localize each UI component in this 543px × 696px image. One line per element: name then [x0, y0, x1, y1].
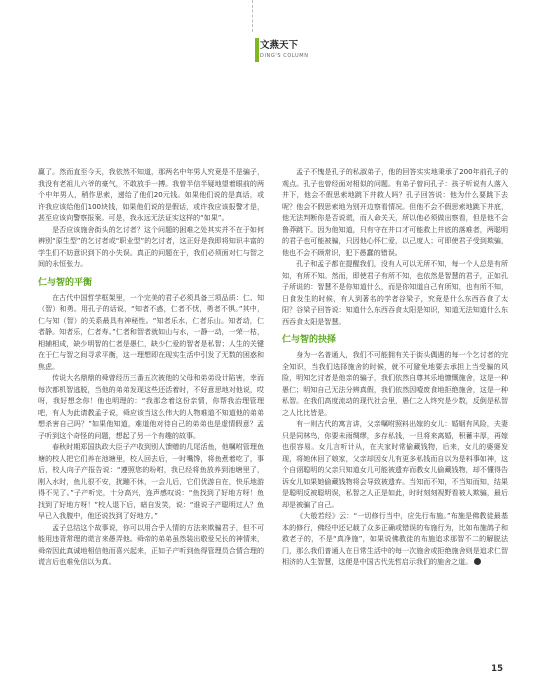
- paragraph: 是否应该施舍街头的乞讨者？这个问题的困难之处其实并不在于如何辨别“原生型”的乞讨者或“职业型”的乞讨者，这正好是我即将知识丰富的学生们不妨意识到下的小失误。真正的问题在于，我们必须面对仁与智之间的永恒张力。: [38, 224, 265, 268]
- column-header: [260, 40, 309, 60]
- column-accent-bar: [255, 38, 259, 62]
- end-mark-icon: [474, 558, 481, 565]
- right-column: [282, 166, 508, 568]
- section-heading: 仁与智的抉择: [282, 335, 337, 345]
- paragraph: 赢了。然而直至今天，我依然不知道，那两名中年男人究竟是不是骗子，我没有老祖儿六爷的豪气，不敢放手一搏。我曾半信半疑地望着眼前的两个中年男人，稍作思索，递给了他们20元钱。如果他们说的是真话，或许我应该给他们100块钱，如果他们说的是假话，或许我应该报警才是，甚至应该向警察报案。可是，我永远无法证实这样的“如果”。: [38, 167, 264, 222]
- section-heading: 仁与智的平衡: [38, 277, 93, 288]
- column-subtitle: DING'S COLUMN: [260, 53, 309, 59]
- paragraph-text: 《大般若经》云：“一切修行当中，应先行布施。”布施是佛教徒最基本的修行，佛经中还记载了众多正确或错误的布施行为，比如布施鸽子和救老子的，不是“真净施”，如果说佛教徒的布施追求那智不二的解脱法门，那么我们普通人在日常生活中的每一次施舍或拒绝施舍则是追求仁智相济的人生智慧，这便是中国古代先哲启示我们的施舍之道。: [282, 511, 508, 566]
- paragraph: 孟子不愧是孔子的私淑弟子，他的回答实实地秉承了200年前孔子的观点。孔子也曾经面对相似的问题。有弟子曾问孔子：孩子听说有人落入井下，他会不假思索地跳下井救人吗？孔子回答说：他为什么要跳下去呢？他会不假思索地为别开边察看情况。但他不会不假思索地跳下井底，他无法判断你是否说谎，而人命关天，所以他必须做出察看，但是他不会鲁莽跳下。因为他知道，只有守在井口才可能救上井底的落难者，两聪明的君子也可能被骗，只因他心怀仁爱，以己度人；可即使君子受到欺骗，他也不会不顾常识，犯下愚蠢的错误。: [282, 167, 508, 257]
- paragraph: 孟子总结这个故事说，你可以用合乎人情的方法来欺骗君子，但不可能用违背常理的谎言来愚弄他。舜帝的弟弟虽然装出敬爱兄长的神情来，舜帝因此真诚地相信他而喜兴起来，正如子产听到鱼得管理员合情合理的谎言后也难免信以为真。: [38, 522, 264, 566]
- paragraph: 在古代中国哲学框架里，一个完美的君子必须具备三项品质：仁、知（智）和勇。用孔子的话说，“知者不惑，仁者不忧，勇者不惧。”其中，仁与知（智）的关系最具有神秘性。“知者乐水，仁者乐山。知者动，仁者静。知者乐，仁者寿。”仁者和智者就如山与水，一静一动，一荣一枯，相辅相成，缺少明智的仁者是愚仁，缺少仁爱的智者是私智；人生的关键在于仁与智之间寻求平衡，这一理想即在现实生活中引发了无数的困惑和焦虑。: [38, 292, 264, 371]
- column-title: 文燕天下: [260, 40, 299, 51]
- paragraph: 春秋时期郑国执政大臣子产收到别人馈赠的几尾活鱼，他嘱咐管理鱼塘的校人把它们养在池塘里，校人回去后，一时嘴馋，将鱼煮着吃了，事后，校人向子产报告说：“遵照您的吩咐，我已经将鱼放养到池塘里了，刚入水时，鱼儿很不安，扰蹦不休，一会儿后，它们优游自在，快乐地游得不见了。”子产听完，十分高兴，连声感叹说：“鱼找到了好地方呀！鱼找到了好地方呀！”校人退下后，暗自发笑，说：“谁说子产聪明过人？鱼早已入我腹中，他还说找到了好地方。”: [38, 442, 264, 520]
- top-decoration-line: [252, 0, 255, 32]
- paragraph: 有一则古代的寓言讲，父亲嘱咐照料出嫁的女儿：婚姻有风险，夫妻只是同林鸟，你要未雨绸缪，多存私钱，一旦将来离婚，积蓄丰厚，再嫁也很容易。女儿言听计从，在夫家时常偷藏钱物，后来，女儿的婆婆发现，将她休回了娘家，父亲却因女儿有更多私钱而自以为是料事如神，这个自诩聪明的父亲只知道女儿可能被遗弃而教女儿偷藏钱物，却不懂得告诉女儿如果她偷藏钱物将会导致被遗弃。当知而不知，不当知而知，结果是聪明反被聪明误，私智之人正是如此，时时刻刻视野看被人欺骗，最后却是被骗了自己。: [282, 419, 508, 509]
- paragraph: 身为一名普通人，我们不可能拥有关于街头偶遇的每一个乞讨者的完全知识，当我们选择施舍的时候，就不可避免地要去承担上当受骗的风险，明知乞讨者是他亲的骗子，我们依然自尊其乐地慷慨施舍，这是一种愚仁；明知自己无法分辨真假，我们依然因噎废食地拒绝施舍，这是一种私智。在我们高度流动的现代社会里，愚仁之人终究是少数，反倒是私智之人比比皆是。: [282, 350, 508, 417]
- page-number: 15: [491, 664, 503, 674]
- paragraph: 孔子和孟子都在提醒我们，没有人可以无所不知，每一个人总是有所知，有所不知。然而，即使君子有所不知，也依然是智慧的君子，正如孔子所说的：智慧不是你知道什么，而是你知道自己有所知，也有所不知，日食发生的时候，有人到著名的学者谷梁子，究竟是什么东西吞食了太阳？谷梁子回答说：知道什么东西吞食太阳是知识，知道无法知道什么东西吞食太阳是智慧。: [282, 259, 508, 326]
- paragraph: [282, 510, 508, 568]
- left-column: [38, 166, 264, 568]
- paragraph: 传说大名鼎鼎的舜曾经历三番五次被他的父母和弟弟设计陷害，幸而每次都机智逃脱，当他的弟弟发现这些还活着时，不好意思地对他说，哎呀，我好想念你！他也明理的：“我那念着这份亲情，你帮我治理管理吧，有人为此请教孟子说，舜应该当这么伟大的人物难道不知道他的弟弟想杀害自己吗？”如果他知道，难道他对待自己的弟弟也是虚情假意？孟子听到这个奇怪的问题，想起了另一个有趣的故事。: [38, 373, 264, 440]
